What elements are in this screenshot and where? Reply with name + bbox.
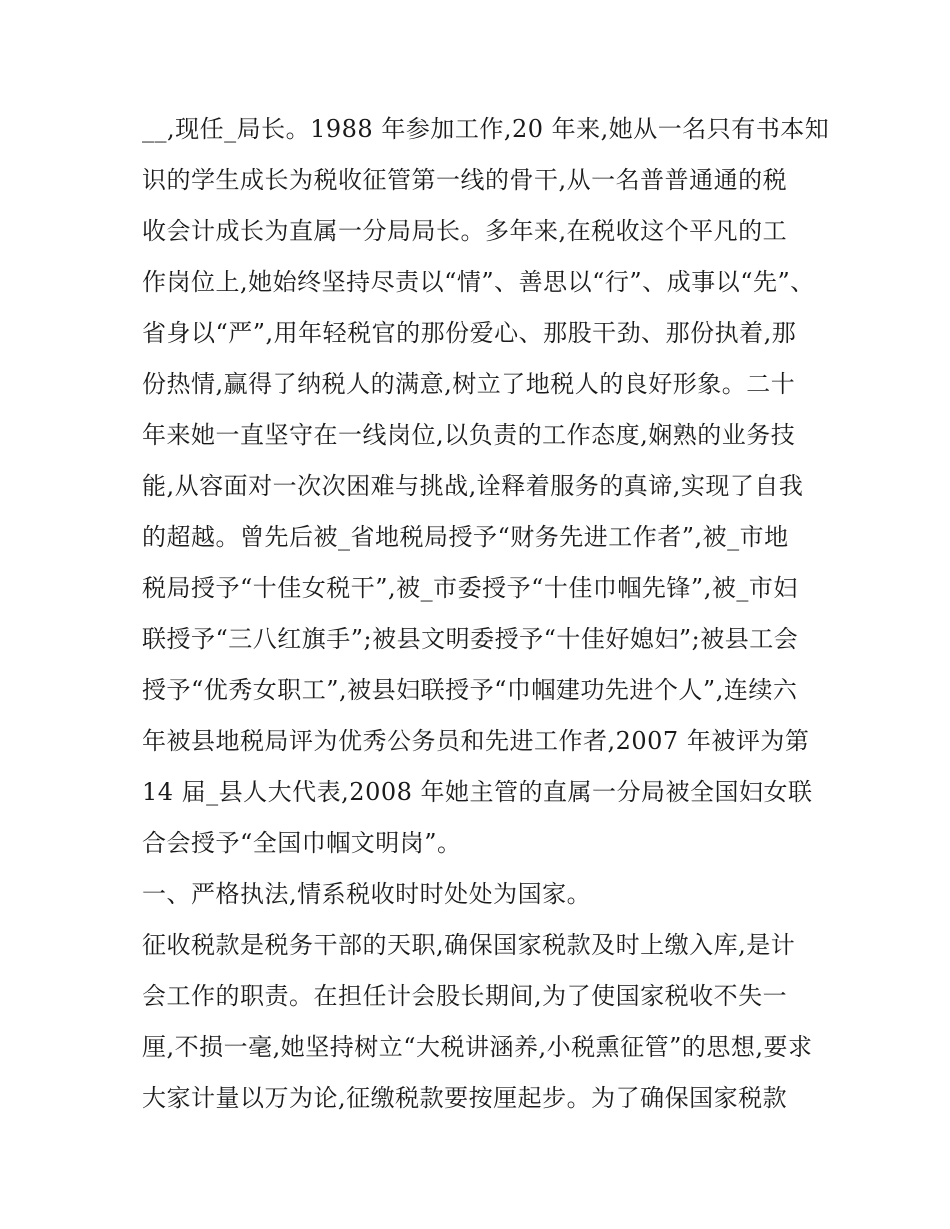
- text-line: 年被县地税局评为优秀公务员和先进工作者,2007 年被评为第: [142, 727, 810, 755]
- text-line: 税局授予“十佳女税干”,被_市委授予“十佳巾帼先锋”,被_市妇: [142, 574, 798, 602]
- text-line: 大家计量以万为论,征缴税款要按厘起步。为了确保国家税款: [142, 1084, 788, 1112]
- text-line: __,现任_局长。1988 年参加工作,20 年来,她从一名只有书本知: [142, 115, 830, 143]
- text-line: 的超越。曾先后被_省地税局授予“财务先进工作者”,被_市地: [142, 523, 789, 551]
- text-line: 识的学生成长为税收征管第一线的骨干,从一名普普通通的税: [142, 166, 788, 194]
- text-line: 厘,不损一毫,她坚持树立“大税讲涵养,小税熏征管”的思想,要求: [142, 1033, 813, 1061]
- text-line: 收会计成长为直属一分局局长。多年来,在税收这个平凡的工: [142, 217, 788, 245]
- text-line: 能,从容面对一次次困难与挑战,诠释着服务的真谛,实现了自我: [142, 472, 804, 500]
- text-line: 授予“优秀女职工”,被县妇联授予“巾帼建功先进个人”,连续六: [142, 676, 798, 704]
- text-line: 合会授予“全国巾帼文明岗”。: [142, 829, 462, 857]
- text-line: 年来她一直坚守在一线岗位,以负责的工作态度,娴熟的业务技: [142, 421, 796, 449]
- text-line: 份热情,赢得了纳税人的满意,树立了地税人的良好形象。二十: [142, 370, 796, 398]
- section-heading: 一、严格执法,情系税收时时处处为国家。: [142, 880, 592, 908]
- text-line: 作岗位上,她始终坚持尽责以“情”、善思以“行”、成事以“先”、: [142, 268, 815, 296]
- text-line: 会工作的职责。在担任计会股长期间,为了使国家税收不失一: [142, 982, 788, 1010]
- text-line: 14 届_县人大代表,2008 年她主管的直属一分局被全国妇女联: [142, 778, 813, 806]
- text-line: 征收税款是税务干部的天职,确保国家税款及时上缴入库,是计: [142, 931, 796, 959]
- text-line: 联授予“三八红旗手”;被县文明委授予“十佳好媳妇”;被县工会: [142, 625, 799, 653]
- text-line: 省身以“严”,用年轻税官的那份爱心、那股干劲、那份执着,那: [142, 319, 797, 347]
- document-body: [142, 104, 830, 1124]
